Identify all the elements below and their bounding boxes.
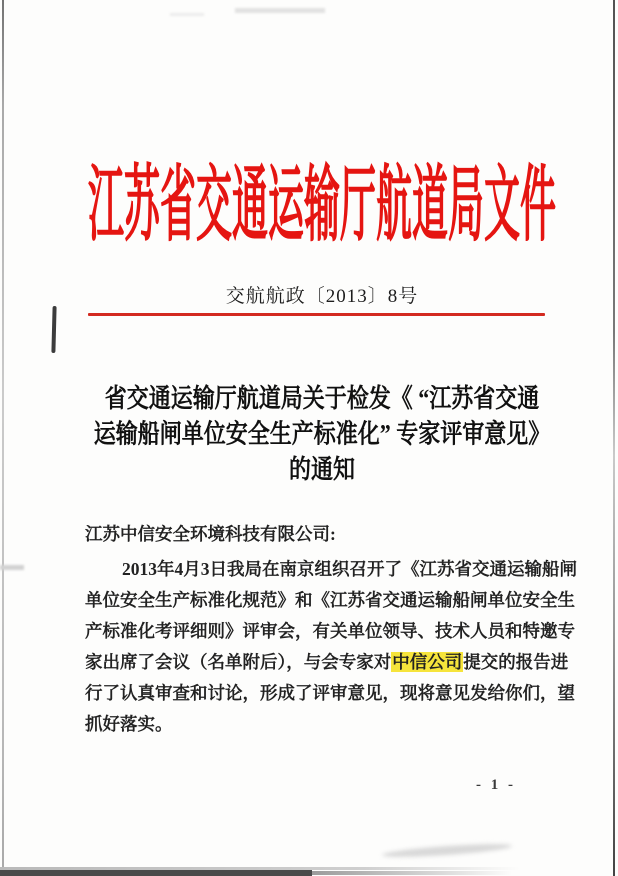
body-line [85,709,585,740]
pen-mark [51,306,56,353]
body-text: 2013年4月3日我局在南京组织召开了《江苏省交通运输船闸 [122,559,577,579]
body-text: 抓好落实。 [85,714,173,734]
page-number: - 1 - [476,777,516,793]
body-text: 提交的报告进 [463,652,569,672]
salutation: 江苏中信安全环境科技有限公司: [85,524,336,544]
notice-title-line: 的通知 [288,454,355,484]
body-line [85,554,585,585]
body-text: 行了认真审查和讨论，形成了评审意见，现将意见发给你们，望 [85,683,575,703]
scan-smudge-bottom-right [382,841,512,859]
body-line [85,616,585,647]
body-line [85,647,585,678]
body-text: 家出席了会议（名单附后），与会专家对 [85,652,392,672]
letterhead-title: 江苏省交通运输厅航道局文件 [87,159,556,252]
body-line [85,678,585,709]
scan-bottom-dark-bar-fade [312,871,512,875]
notice-title-lines [94,381,551,487]
body-text: 产标准化考评细则》评审会，有关单位领导、技术人员和特邀专 [85,621,575,641]
scan-edge-left [2,0,4,876]
highlighted-text: 中信公司 [392,652,463,672]
body-paragraph [85,554,585,740]
body-line [85,585,585,616]
scan-smudge-left-margin [0,565,24,570]
scan-smudge-top [235,8,325,13]
red-divider-line [88,313,545,316]
document-letterhead [30,141,614,252]
notice-title-line: 省交通运输厅航道局关于检发《 “江苏省交通 [104,383,540,413]
notice-title [30,381,614,484]
document-number: 交航航政〔2013〕8号 [225,286,419,307]
scan-smudge-top-2 [170,13,204,16]
notice-title-line: 运输船闸单位安全生产标准化” 专家评审意见》 [93,418,551,449]
body-text: 单位安全生产标准化规范》和《江苏省交通运输船闸单位安全生 [85,590,575,610]
scan-bottom-dark-bar [0,870,312,876]
